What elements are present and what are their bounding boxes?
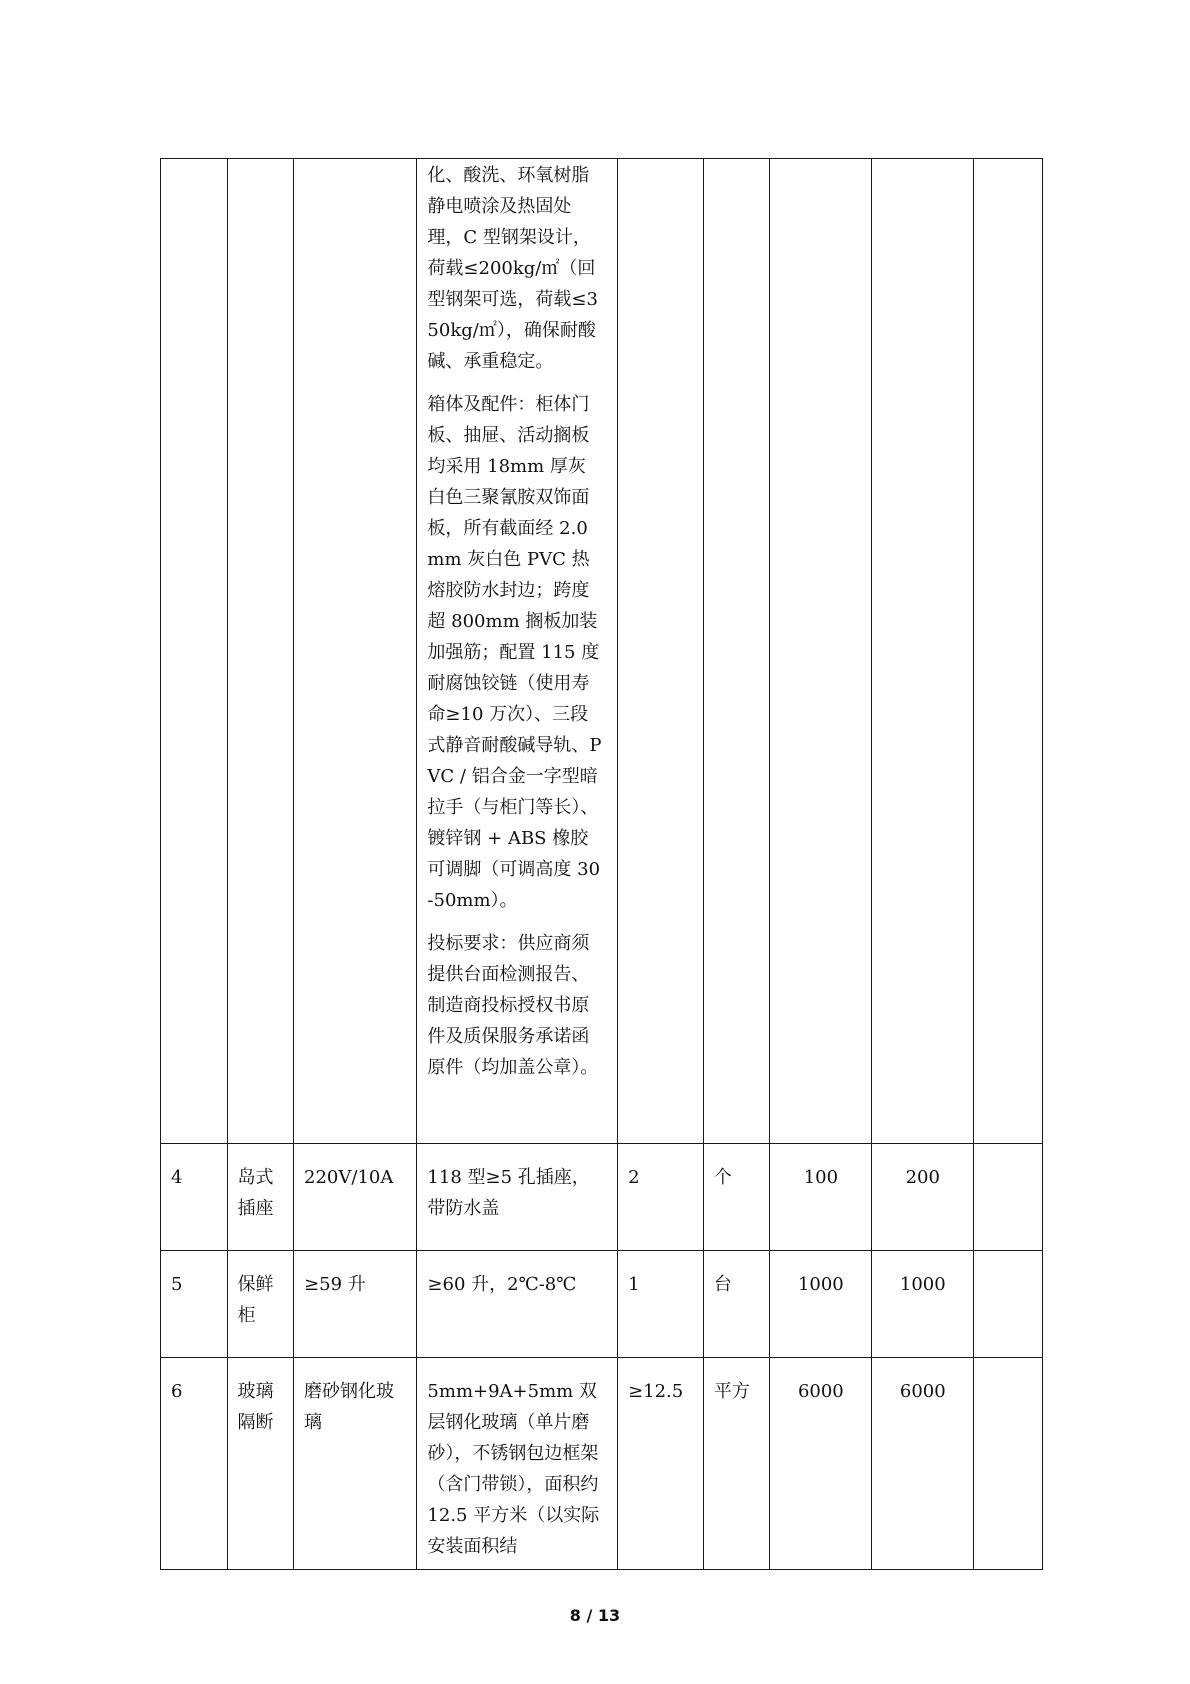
- cell-spec: ≥60 升，2℃-8℃: [417, 1251, 618, 1358]
- table-row: [161, 159, 1043, 1144]
- table-row: [161, 1144, 1043, 1251]
- cell-remark: [974, 1251, 1043, 1358]
- cell-price: 1000: [770, 1251, 872, 1358]
- page-number: 8 / 13: [569, 1606, 621, 1625]
- cell-spec: [417, 159, 618, 1144]
- cell-price: [770, 159, 872, 1144]
- spec-paragraph: 箱体及配件：柜体门板、抽屉、活动搁板均采用 18mm 厚灰白色三聚氰胺双饰面板，所有截面经 2.0mm 灰白色 PVC 热熔胶防水封边；跨度超 800mm 搁板加装加强筋；配置 115 度耐腐蚀铰链（使用寿命≥10 万次）、三段式静音耐酸碱导轨、PVC / 铝合金一字型暗拉手（与柜门等长）、镀锌钢 + ABS 橡胶可调脚（可调高度 30-50mm）。: [427, 394, 602, 911]
- cell-qty: ≥12.5: [618, 1358, 704, 1570]
- cell-param: 磨砂钢化玻璃: [294, 1358, 417, 1570]
- cell-remark: [974, 159, 1043, 1144]
- cell-qty: 2: [618, 1144, 704, 1251]
- cell-price: 100: [770, 1144, 872, 1251]
- cell-spec: 5mm+9A+5mm 双层钢化玻璃（单片磨砂），不锈钢包边框架（含门带锁），面积约 12.5 平方米（以实际安装面积结: [417, 1358, 618, 1570]
- cell-unit: 平方: [703, 1358, 770, 1570]
- cell-param: [294, 159, 417, 1144]
- cell-total: 200: [872, 1144, 974, 1251]
- spec-paragraph: 投标要求：供应商须提供台面检测报告、制造商投标授权书原件及质保服务承诺函原件（均加盖公章）。: [427, 933, 599, 1078]
- cell-param: ≥59 升: [294, 1251, 417, 1358]
- cell-name: 玻璃隔断: [227, 1358, 294, 1570]
- cell-name: 保鲜柜: [227, 1251, 294, 1358]
- spec-paragraph: 化、酸洗、环氧树脂静电喷涂及热固处理，C 型钢架设计，荷载≤200kg/㎡（回型钢架可选，荷载≤350kg/㎡），确保耐酸碱、承重稳定。: [427, 165, 598, 372]
- cell-index: 6: [161, 1358, 228, 1570]
- cell-unit: 个: [703, 1144, 770, 1251]
- cell-name: [227, 159, 294, 1144]
- cell-qty: [618, 159, 704, 1144]
- table-row: [161, 1358, 1043, 1570]
- cell-remark: [974, 1358, 1043, 1570]
- cell-total: 1000: [872, 1251, 974, 1358]
- cell-spec: 118 型≥5 孔插座，带防水盖: [417, 1144, 618, 1251]
- cell-unit: 台: [703, 1251, 770, 1358]
- equipment-table: [160, 158, 1043, 1570]
- table-row: [161, 1251, 1043, 1358]
- cell-total: [872, 159, 974, 1144]
- cell-name: 岛式插座: [227, 1144, 294, 1251]
- cell-param: 220V/10A: [294, 1144, 417, 1251]
- cell-index: [161, 159, 228, 1144]
- cell-total: 6000: [872, 1358, 974, 1570]
- cell-qty: 1: [618, 1251, 704, 1358]
- cell-remark: [974, 1144, 1043, 1251]
- cell-index: 4: [161, 1144, 228, 1251]
- cell-unit: [703, 159, 770, 1144]
- cell-price: 6000: [770, 1358, 872, 1570]
- cell-index: 5: [161, 1251, 228, 1358]
